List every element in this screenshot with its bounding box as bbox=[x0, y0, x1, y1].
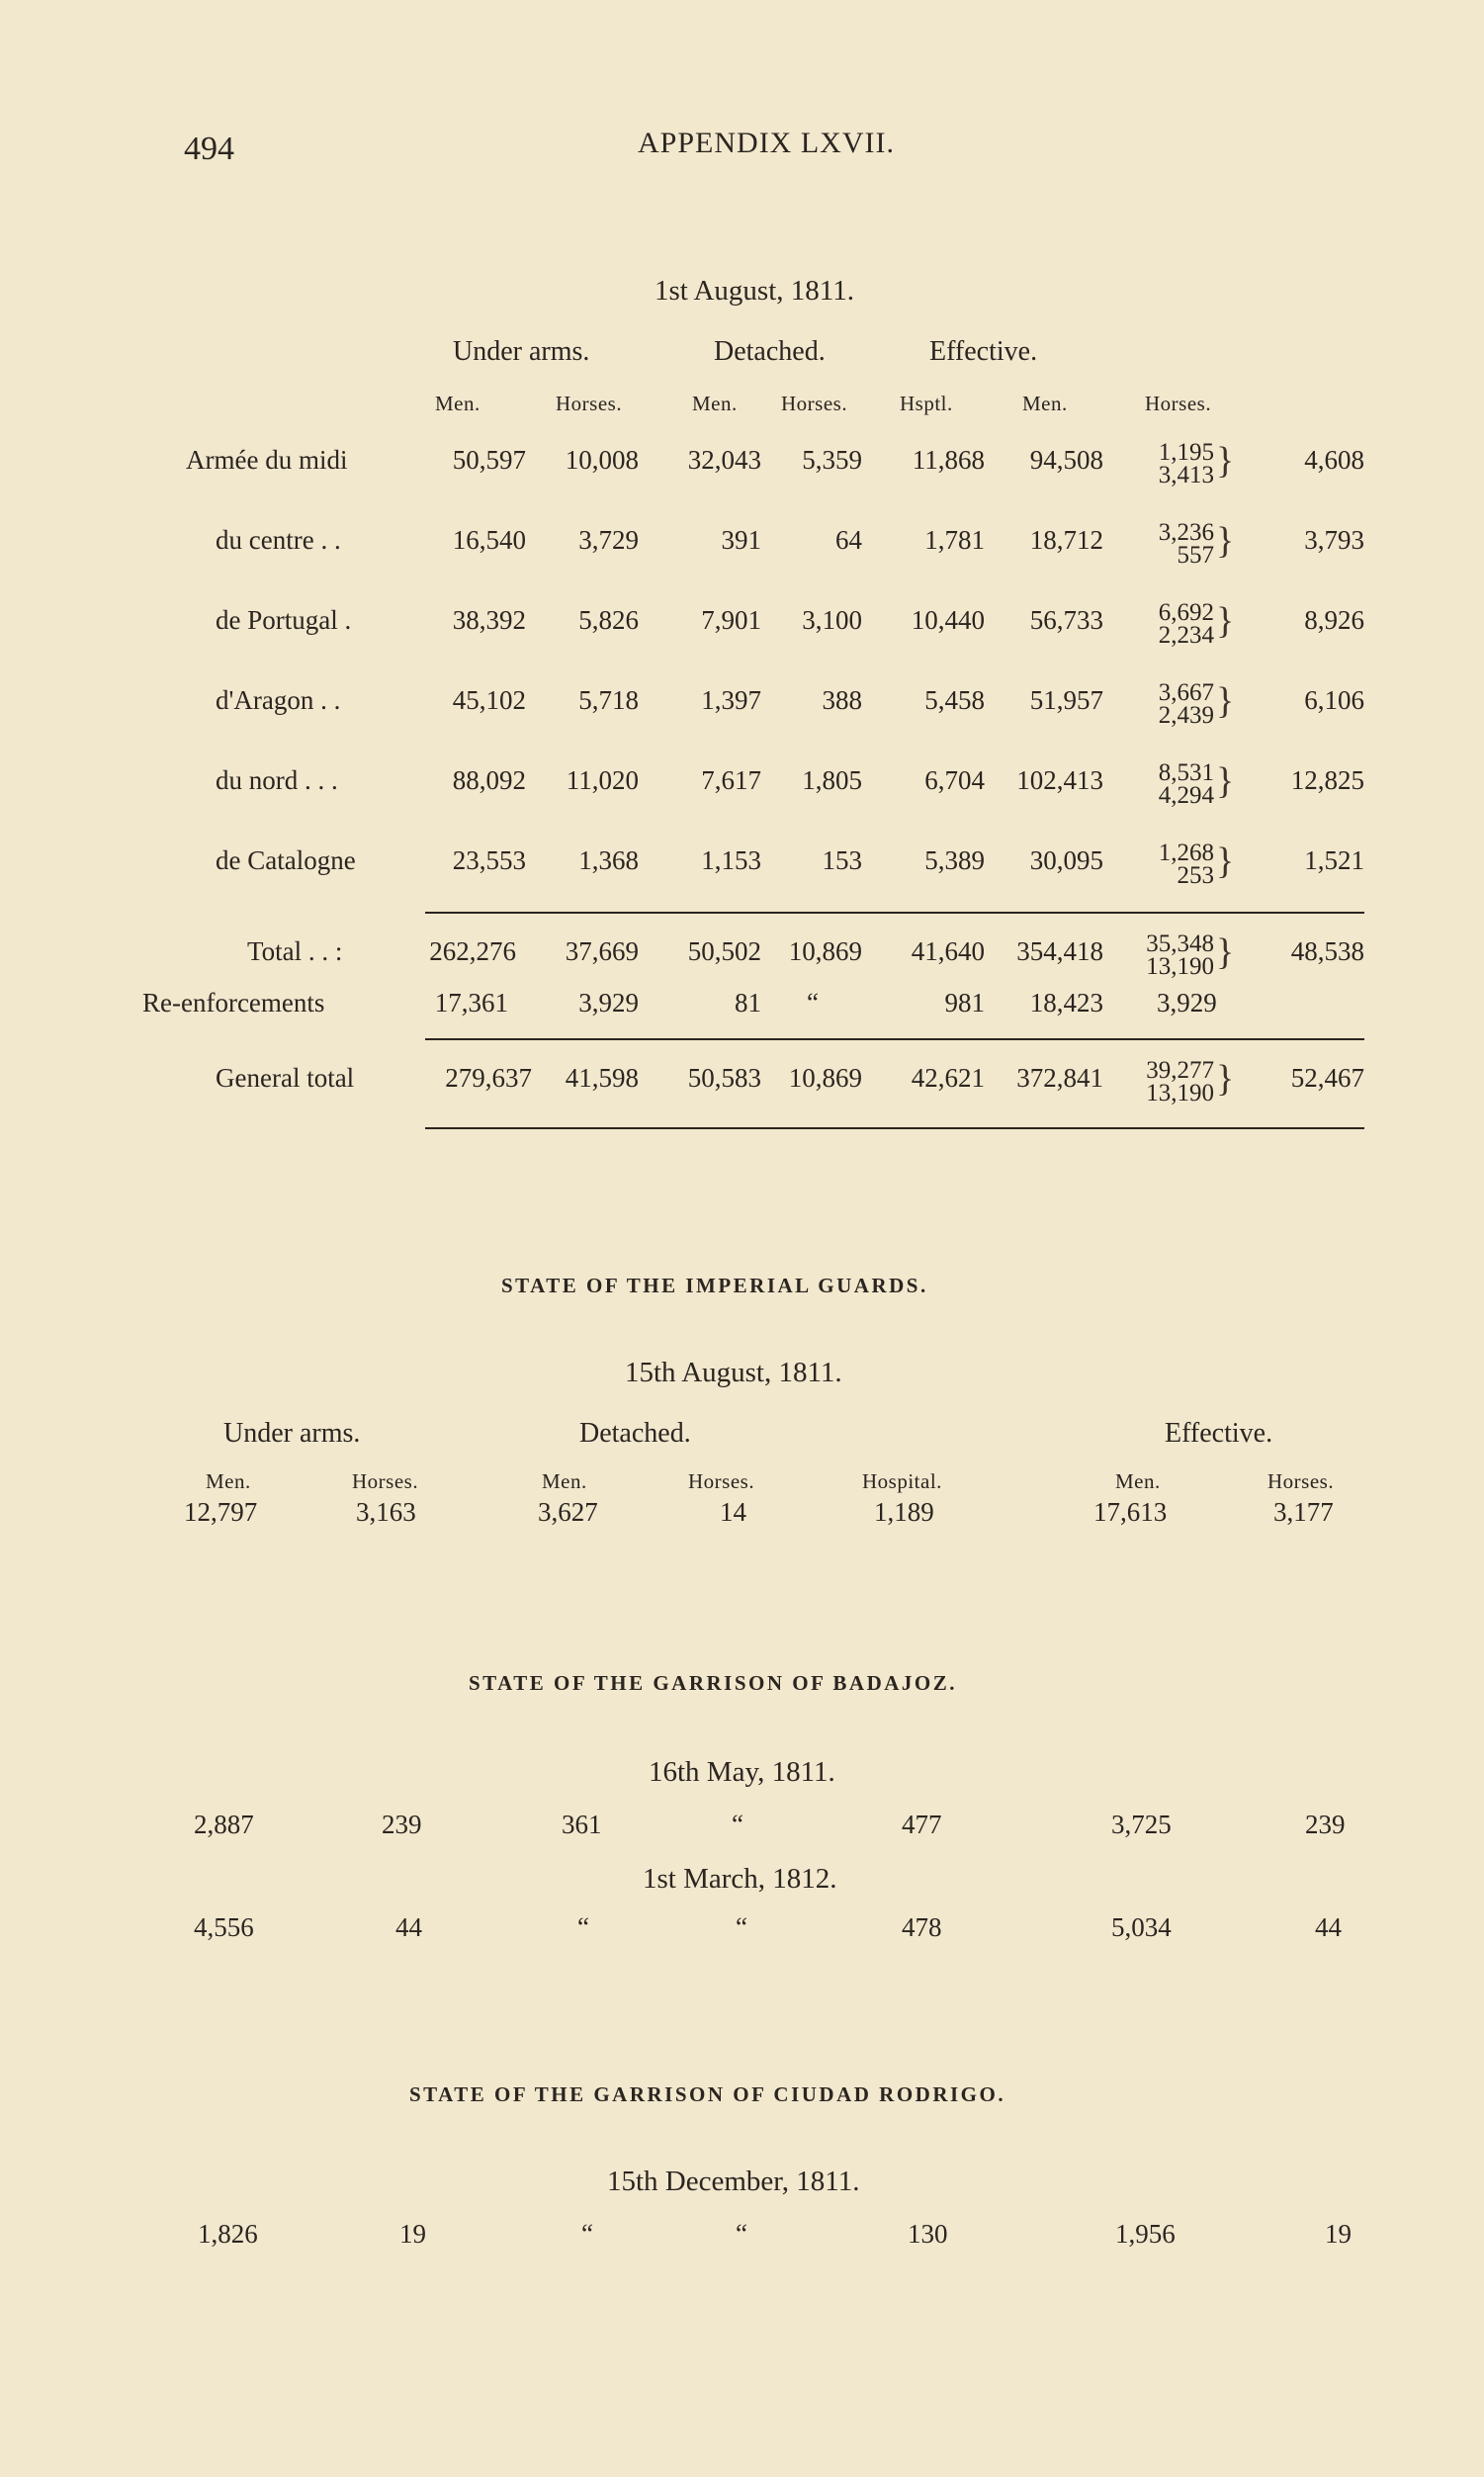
cell: 388 bbox=[822, 685, 862, 715]
cell: 45,102 bbox=[452, 685, 526, 715]
page-header-title: APPENDIX LXVII. bbox=[638, 127, 895, 159]
cell: 3,100 bbox=[802, 605, 862, 635]
horses-top: 39,277 bbox=[1146, 1057, 1214, 1084]
general-total-row bbox=[0, 1051, 1484, 1110]
cell: 3,929 bbox=[578, 988, 639, 1017]
brace-icon: } bbox=[1216, 931, 1235, 973]
horses-bottom: 13,190 bbox=[1146, 1080, 1214, 1106]
table-row bbox=[0, 513, 1484, 573]
cell: 41,640 bbox=[911, 936, 985, 966]
section-title: STATE OF THE GARRISON OF CIUDAD RODRIGO. bbox=[409, 2082, 1006, 2106]
horses-top: 1,268 bbox=[1158, 840, 1214, 866]
header-effective: Effective. bbox=[1165, 1418, 1273, 1449]
horses-total: 3,793 bbox=[1304, 525, 1364, 555]
cell: 4,556 bbox=[194, 1912, 254, 1942]
horses-top: 1,195 bbox=[1158, 439, 1214, 466]
horses-pair bbox=[1127, 441, 1214, 487]
cell: 5,826 bbox=[578, 605, 639, 635]
cell: 3,177 bbox=[1273, 1497, 1334, 1527]
horses-total: 1,521 bbox=[1304, 845, 1364, 875]
cell: 64 bbox=[835, 525, 862, 555]
cell: 19 bbox=[399, 2219, 426, 2249]
cell: 279,637 bbox=[445, 1063, 532, 1093]
brace-icon: } bbox=[1216, 1058, 1235, 1100]
subheader-horses: Horses. bbox=[688, 1469, 755, 1493]
cell: 88,092 bbox=[452, 765, 526, 795]
cell: 50,502 bbox=[687, 936, 761, 966]
cell: 5,389 bbox=[924, 845, 985, 875]
horses-total: 6,106 bbox=[1304, 685, 1364, 715]
horses-total: 12,825 bbox=[1290, 765, 1364, 795]
header-under-arms: Under arms. bbox=[223, 1418, 361, 1449]
cell: 12,797 bbox=[184, 1497, 258, 1527]
cell: 354,418 bbox=[1016, 936, 1103, 966]
cell: 262,276 bbox=[429, 936, 516, 966]
cell: 102,413 bbox=[1016, 765, 1103, 795]
cell: 44 bbox=[395, 1912, 422, 1942]
cell: “ bbox=[581, 2219, 593, 2249]
table-row bbox=[0, 433, 1484, 492]
subheader-horses: Horses. bbox=[1267, 1469, 1335, 1493]
cell: 1,368 bbox=[578, 845, 639, 875]
cell: 38,392 bbox=[452, 605, 526, 635]
cell: 391 bbox=[721, 525, 761, 555]
cell: 3,725 bbox=[1111, 1810, 1172, 1839]
subheader-men: Men. bbox=[542, 1469, 587, 1493]
row-label: du nord . . . bbox=[216, 765, 338, 795]
cell: 14 bbox=[720, 1497, 746, 1527]
subheader-horses: Horses. bbox=[352, 1469, 419, 1493]
table-row bbox=[0, 673, 1484, 733]
horses-total: 52,467 bbox=[1290, 1063, 1364, 1093]
cell: 44 bbox=[1315, 1912, 1342, 1942]
cell: 16,540 bbox=[452, 525, 526, 555]
section-title: STATE OF THE GARRISON OF BADAJOZ. bbox=[469, 1671, 958, 1695]
reinforcements-row bbox=[0, 982, 1484, 1041]
cell: 30,095 bbox=[1029, 845, 1103, 875]
horses-bottom: 3,413 bbox=[1158, 462, 1214, 488]
brace-icon: } bbox=[1216, 520, 1235, 562]
cell: 94,508 bbox=[1029, 445, 1103, 475]
subheader-horses: Horses. bbox=[781, 392, 848, 415]
cell: 3,729 bbox=[578, 525, 639, 555]
cell: 18,423 bbox=[1029, 988, 1103, 1017]
subheader-horses: Horses. bbox=[556, 392, 623, 415]
cell: 6,704 bbox=[924, 765, 985, 795]
row-label: Total . . : bbox=[247, 936, 343, 966]
cell: 153 bbox=[822, 845, 862, 875]
header-detached: Detached. bbox=[579, 1418, 691, 1449]
horses-bottom: 557 bbox=[1177, 542, 1214, 569]
cell: 56,733 bbox=[1029, 605, 1103, 635]
cell: “ bbox=[736, 1912, 747, 1942]
horses-top: 35,348 bbox=[1146, 930, 1214, 957]
cell: “ bbox=[736, 2219, 747, 2249]
cell: “ bbox=[732, 1810, 743, 1839]
horses-top: 6,692 bbox=[1158, 599, 1214, 626]
horses-bottom: 253 bbox=[1177, 862, 1214, 889]
badajoz-date: 16th May, 1811. bbox=[649, 1756, 835, 1788]
subheader-men: Men. bbox=[435, 392, 480, 415]
cell: 5,359 bbox=[802, 445, 862, 475]
brace-icon: } bbox=[1216, 760, 1235, 802]
cell: 2,887 bbox=[194, 1810, 254, 1839]
cell: 1,153 bbox=[701, 845, 761, 875]
section-title: STATE OF THE IMPERIAL GUARDS. bbox=[501, 1274, 928, 1297]
cell: 18,712 bbox=[1029, 525, 1103, 555]
row-label: General total bbox=[216, 1063, 355, 1093]
badajoz-date: 1st March, 1812. bbox=[643, 1863, 837, 1895]
cell: 5,034 bbox=[1111, 1912, 1172, 1942]
row-label: de Catalogne bbox=[216, 845, 356, 875]
horses-top: 3,667 bbox=[1158, 679, 1214, 706]
divider bbox=[425, 912, 1364, 914]
cell: 10,008 bbox=[565, 445, 639, 475]
cell: 239 bbox=[1305, 1810, 1346, 1839]
horses-pair bbox=[1127, 841, 1214, 887]
horses-top: 8,531 bbox=[1158, 759, 1214, 786]
subheader-hospital: Hospital. bbox=[862, 1469, 942, 1493]
horses-bottom: 2,439 bbox=[1158, 702, 1214, 729]
subheader-men: Men. bbox=[1022, 392, 1068, 415]
rodrigo-date: 15th December, 1811. bbox=[607, 2166, 860, 2197]
table-row bbox=[0, 753, 1484, 813]
cell: 10,869 bbox=[788, 936, 862, 966]
cell: 3,929 bbox=[1157, 988, 1217, 1017]
horses-total: 8,926 bbox=[1304, 605, 1364, 635]
cell: 3,163 bbox=[356, 1497, 416, 1527]
total-row bbox=[0, 925, 1484, 984]
horses-pair bbox=[1127, 1059, 1214, 1105]
cell: “ bbox=[577, 1912, 589, 1942]
cell: 1,826 bbox=[198, 2219, 258, 2249]
subheader-men: Men. bbox=[692, 392, 738, 415]
cell: 42,621 bbox=[911, 1063, 985, 1093]
cell: 41,598 bbox=[565, 1063, 639, 1093]
cell: 10,869 bbox=[788, 1063, 862, 1093]
cell: 1,956 bbox=[1115, 2219, 1176, 2249]
horses-pair bbox=[1127, 681, 1214, 727]
cell: 130 bbox=[908, 2219, 948, 2249]
cell: 51,957 bbox=[1029, 685, 1103, 715]
cell: 7,901 bbox=[701, 605, 761, 635]
horses-bottom: 4,294 bbox=[1158, 782, 1214, 809]
horses-bottom: 2,234 bbox=[1158, 622, 1214, 649]
header-effective: Effective. bbox=[929, 336, 1038, 367]
cell: “ bbox=[807, 988, 819, 1017]
cell: 11,020 bbox=[566, 765, 639, 795]
horses-total: 4,608 bbox=[1304, 445, 1364, 475]
cell: 11,868 bbox=[912, 445, 985, 475]
horses-pair bbox=[1127, 932, 1214, 978]
cell: 477 bbox=[902, 1810, 942, 1839]
cell: 5,458 bbox=[924, 685, 985, 715]
cell: 478 bbox=[902, 1912, 942, 1942]
cell: 50,583 bbox=[687, 1063, 761, 1093]
army-table-date: 1st August, 1811. bbox=[655, 275, 854, 307]
subheader-hsptl: Hsptl. bbox=[900, 392, 953, 415]
horses-bottom: 13,190 bbox=[1146, 953, 1214, 980]
cell: 239 bbox=[382, 1810, 422, 1839]
cell: 32,043 bbox=[687, 445, 761, 475]
cell: 37,669 bbox=[565, 936, 639, 966]
cell: 1,397 bbox=[701, 685, 761, 715]
cell: 81 bbox=[735, 988, 761, 1017]
cell: 361 bbox=[562, 1810, 602, 1839]
cell: 3,627 bbox=[538, 1497, 598, 1527]
guards-date: 15th August, 1811. bbox=[625, 1357, 842, 1388]
cell: 1,805 bbox=[802, 765, 862, 795]
brace-icon: } bbox=[1216, 600, 1235, 642]
subheader-men: Men. bbox=[1115, 1469, 1161, 1493]
horses-top: 3,236 bbox=[1158, 519, 1214, 546]
page-number: 494 bbox=[184, 131, 234, 167]
subheader-horses: Horses. bbox=[1145, 392, 1212, 415]
horses-total: 48,538 bbox=[1290, 936, 1364, 966]
header-detached: Detached. bbox=[714, 336, 826, 367]
cell: 981 bbox=[944, 988, 985, 1017]
horses-pair bbox=[1127, 601, 1214, 647]
cell: 19 bbox=[1325, 2219, 1352, 2249]
row-label: de Portugal . bbox=[216, 605, 352, 635]
row-label: du centre . . bbox=[216, 525, 341, 555]
cell: 17,613 bbox=[1093, 1497, 1168, 1527]
cell: 1,189 bbox=[874, 1497, 934, 1527]
cell: 23,553 bbox=[452, 845, 526, 875]
horses-pair bbox=[1127, 761, 1214, 807]
cell: 372,841 bbox=[1016, 1063, 1103, 1093]
header-under-arms: Under arms. bbox=[453, 336, 590, 367]
row-label: Armée du midi bbox=[186, 445, 348, 475]
cell: 7,617 bbox=[701, 765, 761, 795]
brace-icon: } bbox=[1216, 440, 1235, 482]
row-label: Re-enforcements bbox=[142, 988, 325, 1017]
cell: 17,361 bbox=[434, 988, 508, 1017]
table-row bbox=[0, 834, 1484, 893]
brace-icon: } bbox=[1216, 680, 1235, 722]
cell: 5,718 bbox=[578, 685, 639, 715]
cell: 1,781 bbox=[924, 525, 985, 555]
row-label: d'Aragon . . bbox=[216, 685, 341, 715]
horses-pair bbox=[1127, 521, 1214, 567]
subheader-men: Men. bbox=[206, 1469, 251, 1493]
cell: 10,440 bbox=[911, 605, 985, 635]
brace-icon: } bbox=[1216, 840, 1235, 882]
table-row bbox=[0, 593, 1484, 653]
divider bbox=[425, 1038, 1364, 1040]
cell: 50,597 bbox=[452, 445, 526, 475]
divider bbox=[425, 1127, 1364, 1129]
